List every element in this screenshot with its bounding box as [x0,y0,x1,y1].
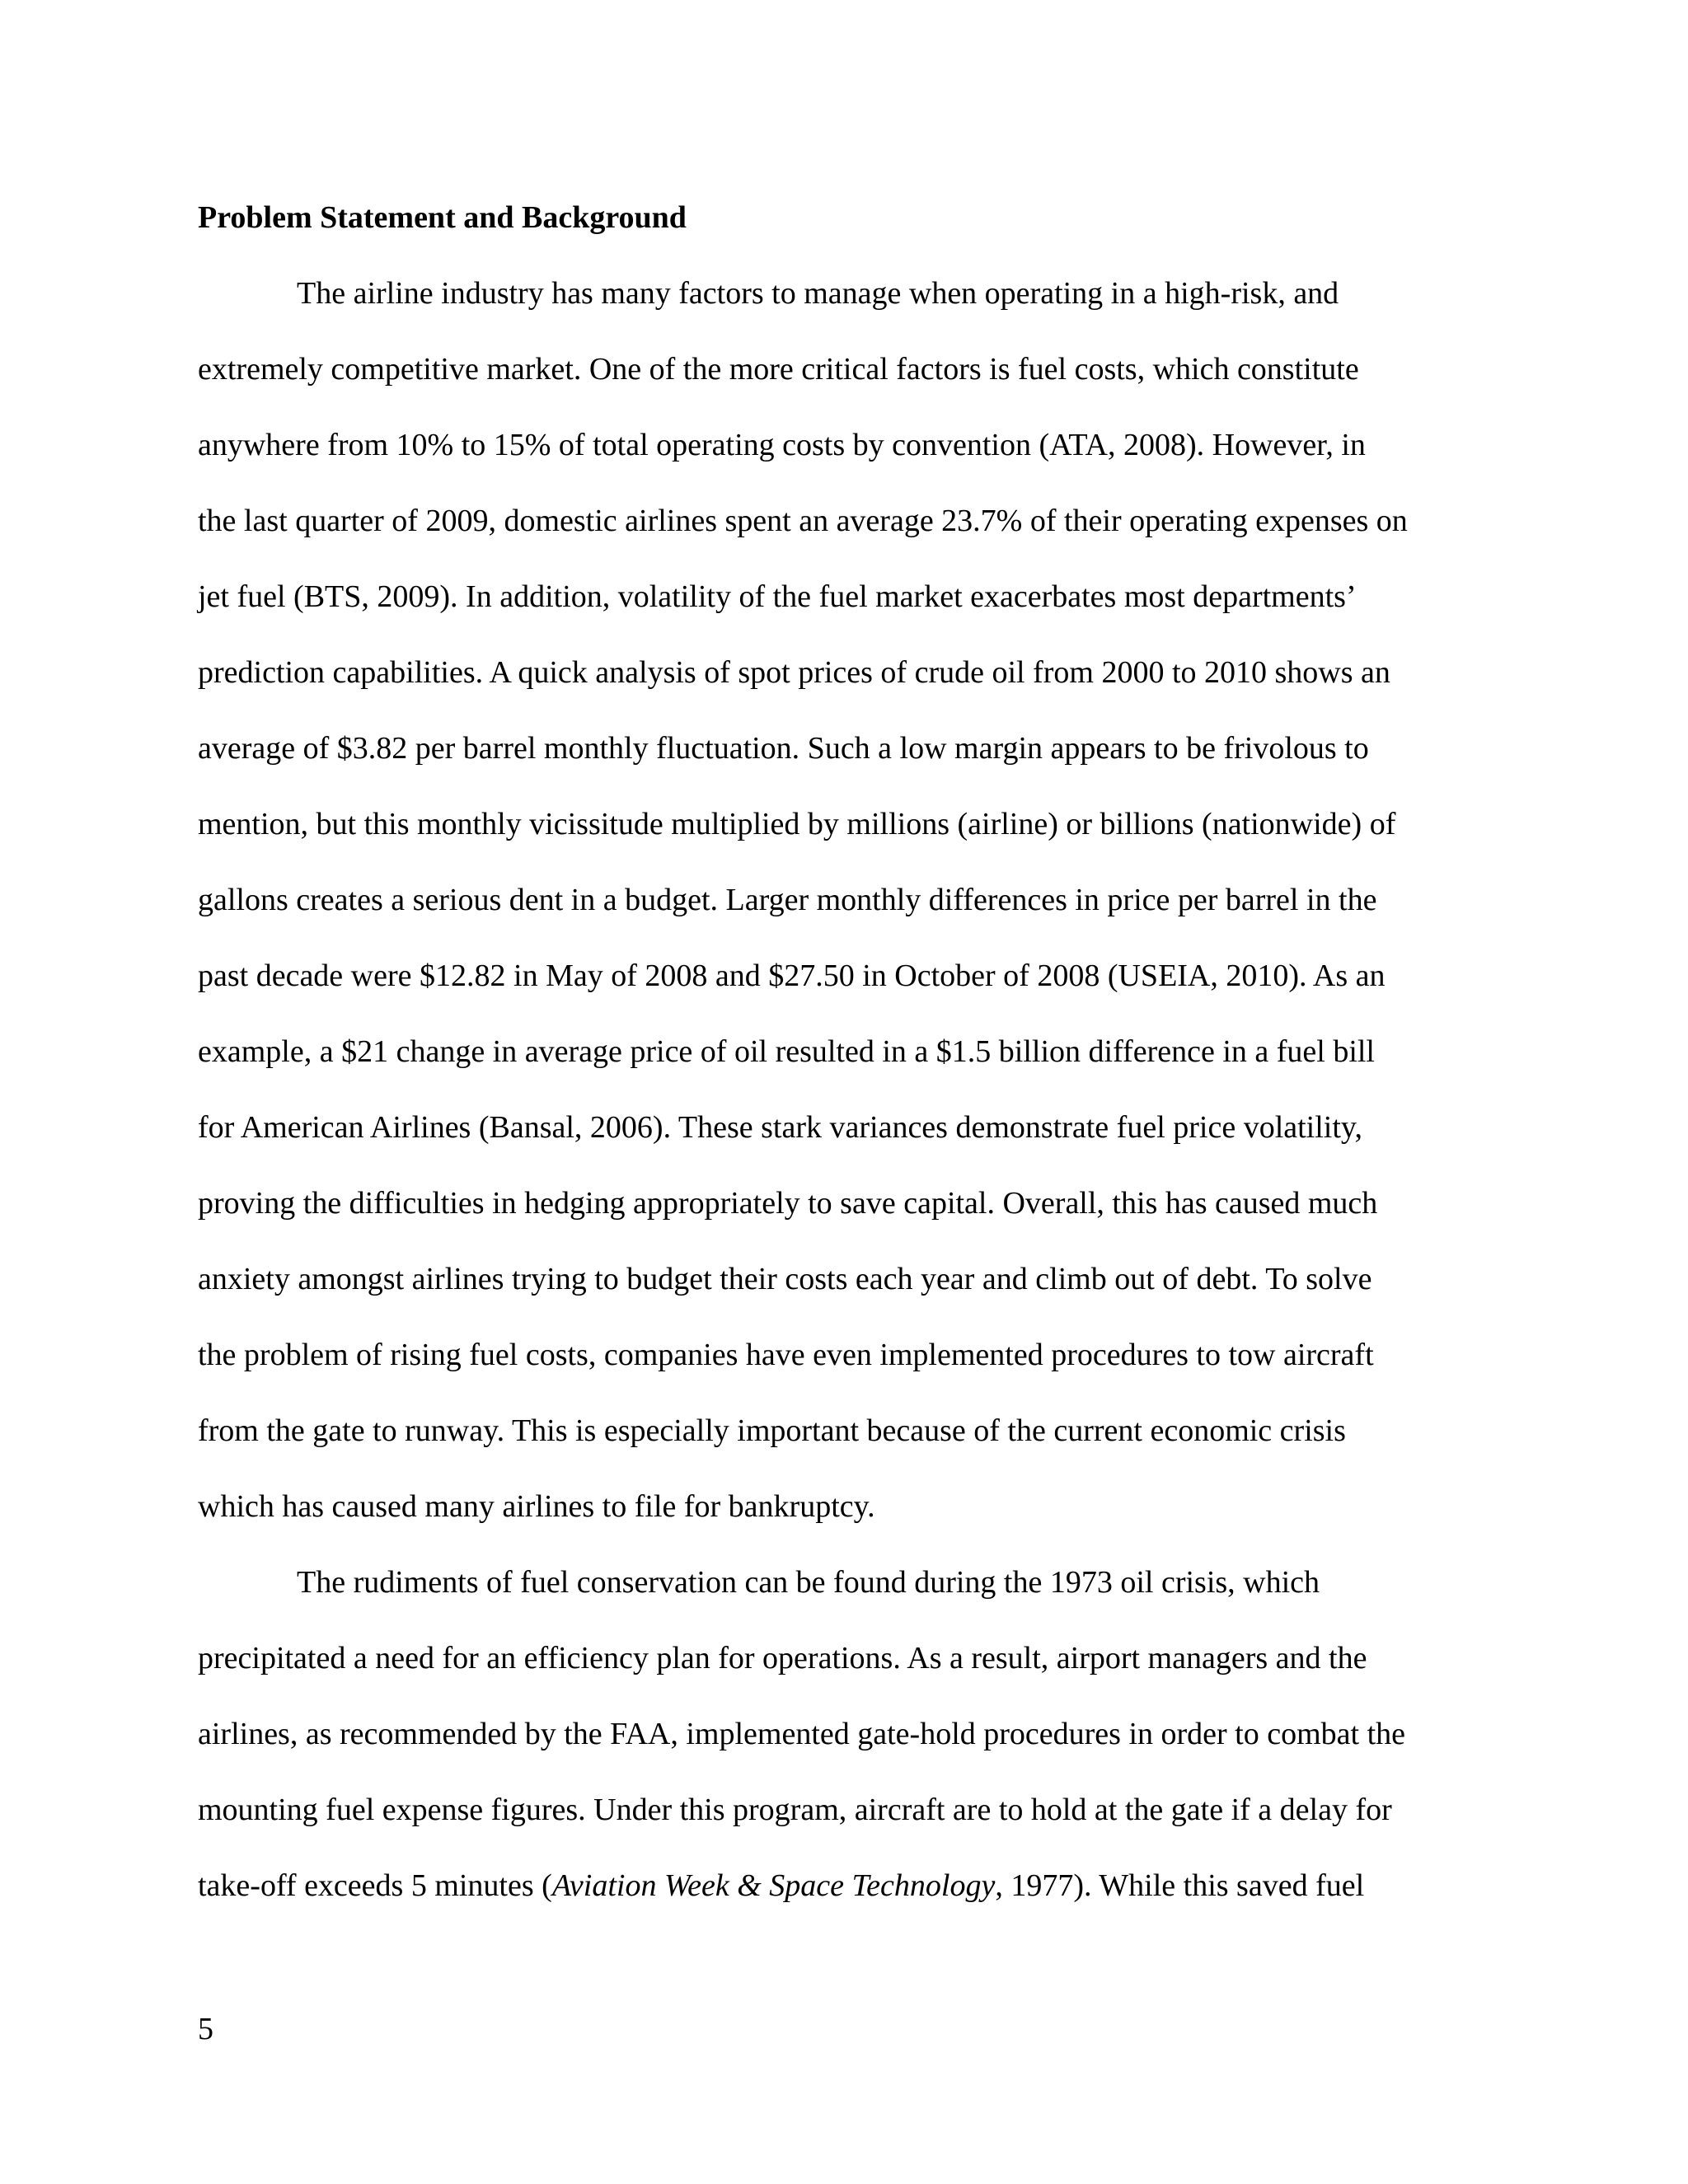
text-line: the problem of rising fuel costs, companies have even implemented procedures to tow aircraft [198,1338,1374,1372]
text-line: average of $3.82 per barrel monthly fluctuation. Such a low margin appears to be frivolous to [198,731,1369,766]
text-line: anywhere from 10% to 15% of total operating costs by convention (ATA, 2008). However, in [198,428,1366,462]
italic-citation: Aviation Week & Space Technology [551,1868,996,1903]
text-span: , 1977). While this saved fuel [995,1868,1365,1903]
text-line: mention, but this monthly vicissitude multiplied by millions (airline) or billions (nationwide) of [198,807,1396,841]
text-span: take-off exceeds 5 minutes ( [198,1868,552,1903]
text-line: gallons creates a serious dent in a budget. Larger monthly differences in price per barrel in the [198,883,1377,917]
text-line: proving the difficulties in hedging appropriately to save capital. Overall, this has caused much [198,1186,1378,1221]
text-line: extremely competitive market. One of the more critical factors is fuel costs, which constitute [198,352,1359,387]
text-line: mounting fuel expense figures. Under this program, aircraft are to hold at the gate if a delay for [198,1793,1392,1827]
text-line: precipitated a need for an efficiency plan for operations. As a result, airport managers and the [198,1641,1367,1675]
page-number: 5 [198,2012,213,2046]
text-line: prediction capabilities. A quick analysis of spot prices of crude oil from 2000 to 2010 shows an [198,655,1390,690]
section-heading: Problem Statement and Background [198,200,687,235]
text-line: from the gate to runway. This is especially important because of the current economic crisis [198,1413,1346,1448]
text-line: The rudiments of fuel conservation can be found during the 1973 oil crisis, which [297,1565,1320,1600]
text-line: anxiety amongst airlines trying to budget their costs each year and climb out of debt. To solve [198,1262,1372,1296]
text-line: past decade were $12.82 in May of 2008 and $27.50 in October of 2008 (USEIA, 2010). As an [198,958,1386,993]
text-line: example, a $21 change in average price of oil resulted in a $1.5 billion difference in a fuel bill [198,1034,1375,1069]
text-line: for American Airlines (Bansal, 2006). These stark variances demonstrate fuel price volatility, [198,1110,1362,1145]
text-line: the last quarter of 2009, domestic airlines spent an average 23.7% of their operating expenses on [198,504,1408,538]
text-line: The airline industry has many factors to manage when operating in a high-risk, and [297,276,1339,311]
text-line [198,1866,1364,1905]
text-line: jet fuel (BTS, 2009). In addition, volatility of the fuel market exacerbates most departments’ [198,579,1357,614]
text-line: airlines, as recommended by the FAA, implemented gate-hold procedures in order to combat the [198,1717,1406,1751]
text-line: which has caused many airlines to file for bankruptcy. [198,1489,875,1524]
